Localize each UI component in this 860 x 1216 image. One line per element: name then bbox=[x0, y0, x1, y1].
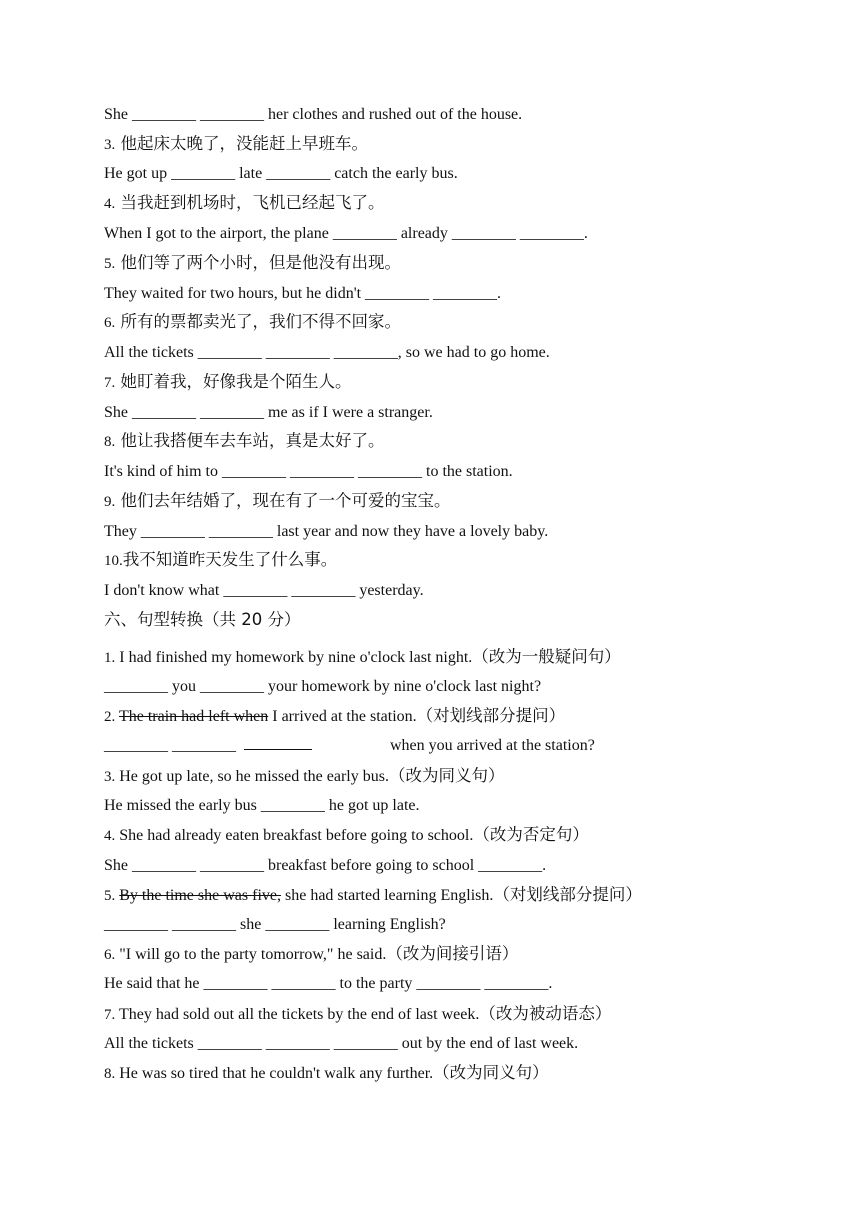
question-text: she had started learning English. bbox=[281, 887, 494, 904]
question-text: He got up late, so he missed the early bus. bbox=[119, 768, 389, 785]
question-text: 当我赶到机场时，飞机已经起飞了。 bbox=[120, 193, 385, 212]
question-8-chinese bbox=[104, 430, 820, 453]
instruction-note: （改为间接引语） bbox=[386, 944, 519, 963]
transform-question-3 bbox=[104, 765, 820, 788]
transform-question-2 bbox=[104, 705, 820, 728]
answer-line: They waited for two hours, but he didn't ________ ________. bbox=[104, 285, 502, 302]
answer-line: I don't know what ________ ________ yesterday. bbox=[104, 582, 424, 599]
section-heading: 六、句型转换（共 20 分） bbox=[104, 610, 301, 629]
answer-line: All the tickets ________ ________ ________, so we had to go home. bbox=[104, 344, 550, 361]
answer-line: All the tickets ________ ________ ________ out by the end of last week. bbox=[104, 1035, 579, 1052]
answer-line: He got up ________ late ________ catch the early bus. bbox=[104, 165, 458, 182]
question-number: 6. bbox=[104, 315, 116, 331]
answer-line: ________ ________ she ________ learning English? bbox=[104, 916, 446, 933]
instruction-note: （改为否定句） bbox=[473, 825, 589, 844]
question-number: 7. bbox=[104, 1007, 116, 1023]
instruction-note: （改为同义句） bbox=[433, 1063, 549, 1082]
question-number: 6. bbox=[104, 947, 116, 963]
instruction-note: （改为一般疑问句） bbox=[472, 647, 621, 666]
transform-question-7 bbox=[104, 1003, 820, 1026]
instruction-note: （对划线部分提问） bbox=[416, 706, 566, 725]
question-number: 1. bbox=[104, 650, 116, 666]
question-number: 5. bbox=[104, 256, 116, 272]
answer-line: He said that he ________ ________ to the party ________ ________. bbox=[104, 975, 553, 992]
question-number: 4. bbox=[104, 196, 116, 212]
transform-question-5 bbox=[104, 884, 820, 907]
question-number: 7. bbox=[104, 375, 116, 391]
question-text: 所有的票都卖光了，我们不得不回家。 bbox=[120, 312, 401, 331]
answer-line bbox=[104, 735, 820, 757]
transform-question-6 bbox=[104, 943, 820, 966]
question-number: 3. bbox=[104, 137, 116, 153]
question-9-chinese bbox=[104, 490, 820, 513]
answer-blanks: ________ ________ bbox=[104, 737, 236, 754]
struck-phrase: By the time she was five, bbox=[119, 887, 281, 904]
question-text: 他们去年结婚了，现在有了一个可爱的宝宝。 bbox=[120, 491, 451, 510]
question-text: 他们等了两个小时，但是他没有出现。 bbox=[120, 253, 401, 272]
answer-line: She ________ ________ breakfast before going to school ________. bbox=[104, 857, 547, 874]
answer-line: She ________ ________ me as if I were a stranger. bbox=[104, 404, 433, 421]
question-number: 8. bbox=[104, 1066, 116, 1082]
question-number: 2. bbox=[104, 709, 116, 725]
struck-phrase: The train had left when bbox=[118, 708, 269, 725]
question-text: I arrived at the station. bbox=[268, 708, 417, 725]
question-6-chinese bbox=[104, 311, 820, 334]
question-text: "I will go to the party tomorrow," he said. bbox=[119, 946, 387, 963]
question-number: 4. bbox=[104, 828, 116, 844]
transform-question-8 bbox=[104, 1062, 820, 1085]
question-text: 我不知道昨天发生了什么事。 bbox=[122, 550, 338, 569]
answer-line: They ________ ________ last year and now they have a lovely baby. bbox=[104, 523, 549, 540]
transform-question-1 bbox=[104, 646, 820, 669]
answer-tail: when you arrived at the station? bbox=[390, 737, 595, 754]
instruction-note: （改为被动语态） bbox=[479, 1004, 612, 1023]
answer-line: It's kind of him to ________ ________ ________ to the station. bbox=[104, 463, 513, 480]
instruction-note: （改为同义句） bbox=[388, 766, 505, 785]
question-7-chinese bbox=[104, 371, 820, 394]
transform-question-4 bbox=[104, 824, 820, 847]
question-text: 她盯着我，好像我是个陌生人。 bbox=[120, 372, 352, 391]
question-10-chinese bbox=[104, 549, 820, 572]
question-text: 他让我搭便车去车站，真是太好了。 bbox=[120, 431, 385, 450]
question-text: They had sold out all the tickets by the end of last week. bbox=[118, 1006, 480, 1023]
question-number: 3. bbox=[104, 769, 116, 785]
question-number: 9. bbox=[104, 494, 116, 510]
instruction-note: （对划线部分提问） bbox=[493, 885, 642, 904]
question-text: She had already eaten breakfast before going to school. bbox=[119, 827, 474, 844]
question-text: 他起床太晚了，没能赶上早班车。 bbox=[120, 134, 368, 153]
answer-line: She ________ ________ her clothes and rushed out of the house. bbox=[104, 106, 523, 123]
answer-line: ________ you ________ your homework by nine o'clock last night? bbox=[104, 678, 542, 695]
question-text: He was so tired that he couldn't walk any further. bbox=[119, 1065, 434, 1082]
question-3-chinese bbox=[104, 133, 820, 156]
question-4-chinese bbox=[104, 192, 820, 215]
question-number: 10. bbox=[104, 553, 123, 569]
question-number: 5. bbox=[104, 888, 116, 904]
question-number: 8. bbox=[104, 434, 116, 450]
question-5-chinese bbox=[104, 252, 820, 275]
answer-line: When I got to the airport, the plane ________ already ________ ________. bbox=[104, 225, 588, 242]
answer-line: He missed the early bus ________ he got up late. bbox=[104, 797, 420, 814]
question-text: I had finished my homework by nine o'clock last night. bbox=[119, 649, 473, 666]
